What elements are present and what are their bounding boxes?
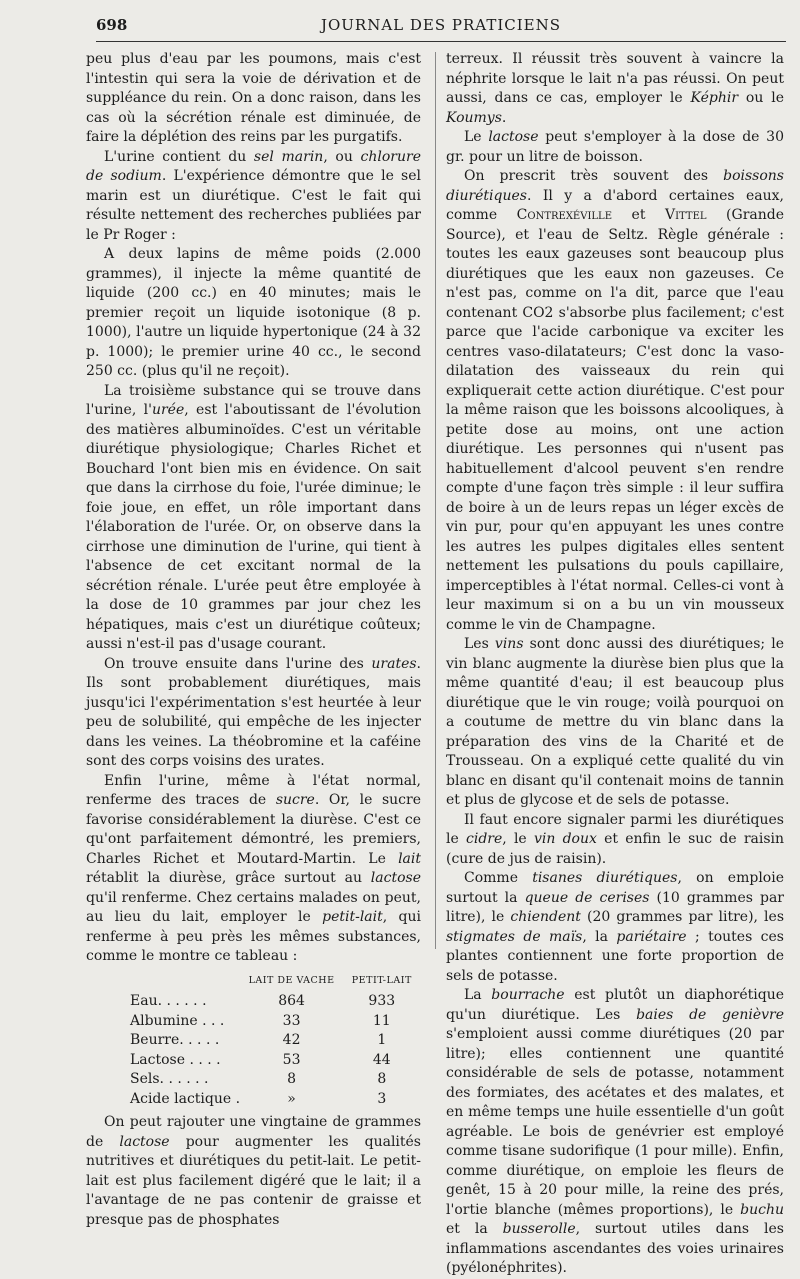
paragraph: On prescrit très souvent des boissons diurétiques. Il y a d'abord certaines eaux, comme Contrexéville et Vittel (Grande Source), et l'eau de Seltz. Règle générale : toutes les eaux gazeuses sont beaucoup plus diurétiques que les eaux non gazeuses. Ce n'est pas, comme on l'a dit, parce que l'eau contenant CO2 s'absorbe plus facilement; c'est parce que l'acide carbonique va exciter les centres vaso-dilatateurs; C'est donc la vaso-dilatation des vaisseaux du rein qui expliquerait cette action diurétique. C'est pour la même raison que les boissons alcooliques, à petite dose au moins, ont une action diurétique. Les personnes qui n'usent pas habituellement d'alcool peuvent s'en rendre compte d'une façon très simple : il leur suffira de boire à un de leurs repas un léger excès de vin pur, pour qu'en appuyant les unes contre les autres les pulpes digitales elles sentent nettement les pulsations du pouls capillaire, imperceptibles à l'état normal. Celles-ci vont à leur maximum si on a bu un vin mousseux comme le vin de Champagne. [446,168,784,633]
milk-composition-table [130,971,421,1110]
paragraph: peu plus d'eau par les poumons, mais c'est l'intestin qui sera la voie de dérivation et de suppléance du rein. On a donc raison, dans les cas où la sécrétion rénale est diminuée, de faire la déplétion des reins par les purgatifs. [86,51,421,145]
table-row: Sels. . . . . . 8 8 [130,1071,387,1087]
paragraph: La bourrache est plutôt un diaphorétique qu'un diurétique. Les baies de genièvre s'emploient aussi comme diurétiques (20 par litre); elles contiennent une quantité considérable de sels de potasse, notamment des formiates, des acétates et des malates, et en même temps une huile essentielle d'un goût agréable. Le bois de genévrier est employé comme tisane sudorifique (1 pour mille). Enfin, comme diurétique, on emploie les fleurs de genêt, 15 à 20 pour mille, la reine des prés, l'ortie blanche (mêmes proportions), le buchu et la busserolle, surtout utiles dans les inflammations ascendantes des voies urinaires (pyélonéphrites). [446,987,784,1276]
table-row: Beurre. . . . . 42 1 [130,1032,387,1048]
paragraph: terreux. Il réussit très souvent à vaincre la néphrite lorsque le lait n'a pas réussi. On peut aussi, dans ce cas, employer le Képhir ou le Koumys. [446,51,785,126]
paragraph: Enfin l'urine, même à l'état normal, renferme des traces de sucre. Or, le sucre favorise considérablement la diurèse. C'est ce qu'ont parfaitement démontré, les premiers, Charles Richet et Moutard-Martin. Le lait rétablit la diurèse, grâce surtout au lactose qu'il renferme. Chez certains malades on peut, au lieu du lait, employer le petit-lait, qui renferme à peu près les mêmes substances, comme le montre ce tableau : [86,772,421,964]
table-row: Acide lactique . » 3 [130,1090,387,1107]
paragraph: A deux lapins de même poids (2.000 grammes), il injecte la même quantité de liquide (200 cc.) en 40 minutes; mais le premier reçoit un liquide isotonique (8 p. 1000), l'autre un liquide hypertonique (24 à 32 p. 1000); le premier urine 40 cc., le second 250 cc. (plus qu'il ne reçoit). [86,246,421,379]
paragraph: La troisième substance qui se trouve dans l'urine, l'urée, est l'aboutissant de l'évolution des matières albuminoïdes. C'est un véritable diurétique physiologique; Charles Richet et Bouchard l'ont bien mis en évidence. On sait que dans la cirrhose du foie, l'urée diminue; le foie joue, en effet, un rôle important dans l'élaboration de l'urée. Or, on observe dans la cirrhose une diminution de l'urine, qui tient à l'absence de cet excitant normal de la sécrétion rénale. L'urée peut être employée à la dose de 10 grammes par jour chez les hépatiques, mais c'est un diurétique coûteux; aussi n'est-il pas d'usage courant. [86,382,421,652]
paragraph: On trouve ensuite dans l'urine des urates. Ils sont probablement diurétiques, mais jusqu'ici l'expérimentation s'est heurtée à leur peu de solubilité, qui empêche de les injecter dans les veines. La théobromine et la caféine sont des corps voisins des urates. [86,655,421,769]
table-row: Lactose . . . . 53 44 [130,1051,391,1068]
left-column [86,50,421,1230]
paragraph: On peut rajouter une vingtaine de grammes de lactose pour augmenter les qualités nutritives et diurétiques du petit-lait. Le petit-lait est plus facilement digéré que le lait; il a l'avantage de ne pas contenir de graisse et presque pas de phosphates [86,1114,421,1228]
table-header: PETIT-LAIT [351,974,412,986]
paragraph: Le lactose peut s'employer à la dose de 30 gr. pour un litre de boisson. [446,129,784,165]
right-column [446,50,784,1279]
table-row: Eau. . . . . . 864 933 [130,993,396,1009]
paragraph: Les vins sont donc aussi des diurétiques; le vin blanc augmente la diurèse bien plus que la même quantité d'eau; il est beaucoup plus diurétique que le vin rouge; voilà pourquoi on a coutume de mettre du vin blanc dans la préparation des vins de la Charité et de Trousseau. On a expliqué cette qualité du vin blanc en disant qu'il contenait moins de tannin et plus de glycose et de sels de potasse. [446,636,785,808]
page-number: 698 [96,16,128,34]
table-header: LAIT DE VACHE [248,974,335,986]
journal-title: JOURNAL DES PRATICIENS [320,16,562,34]
paragraph: Il faut encore signaler parmi les diurétiques le cidre, le vin doux et enfin le suc de raisin (cure de jus de raisin). [446,811,785,867]
column-divider [435,52,436,949]
table-row: Albumine . . . 33 11 [130,1012,391,1029]
paragraph: Comme tisanes diurétiques, on emploie surtout la queue de cerises (10 grammes par litre), le chiendent (20 grammes par litre), les stigmates de maïs, la pariétaire ; toutes ces plantes contiennent une forte proportion de sels de potasse. [446,870,785,984]
page-header [96,14,786,36]
paragraph: L'urine contient du sel marin, ou chlorure de sodium. L'expérience démontre que le sel marin est un diurétique. C'est le fait qui résulte nettement des recherches publiées par le Pr Roger : [86,148,422,243]
header-rule [96,41,786,42]
